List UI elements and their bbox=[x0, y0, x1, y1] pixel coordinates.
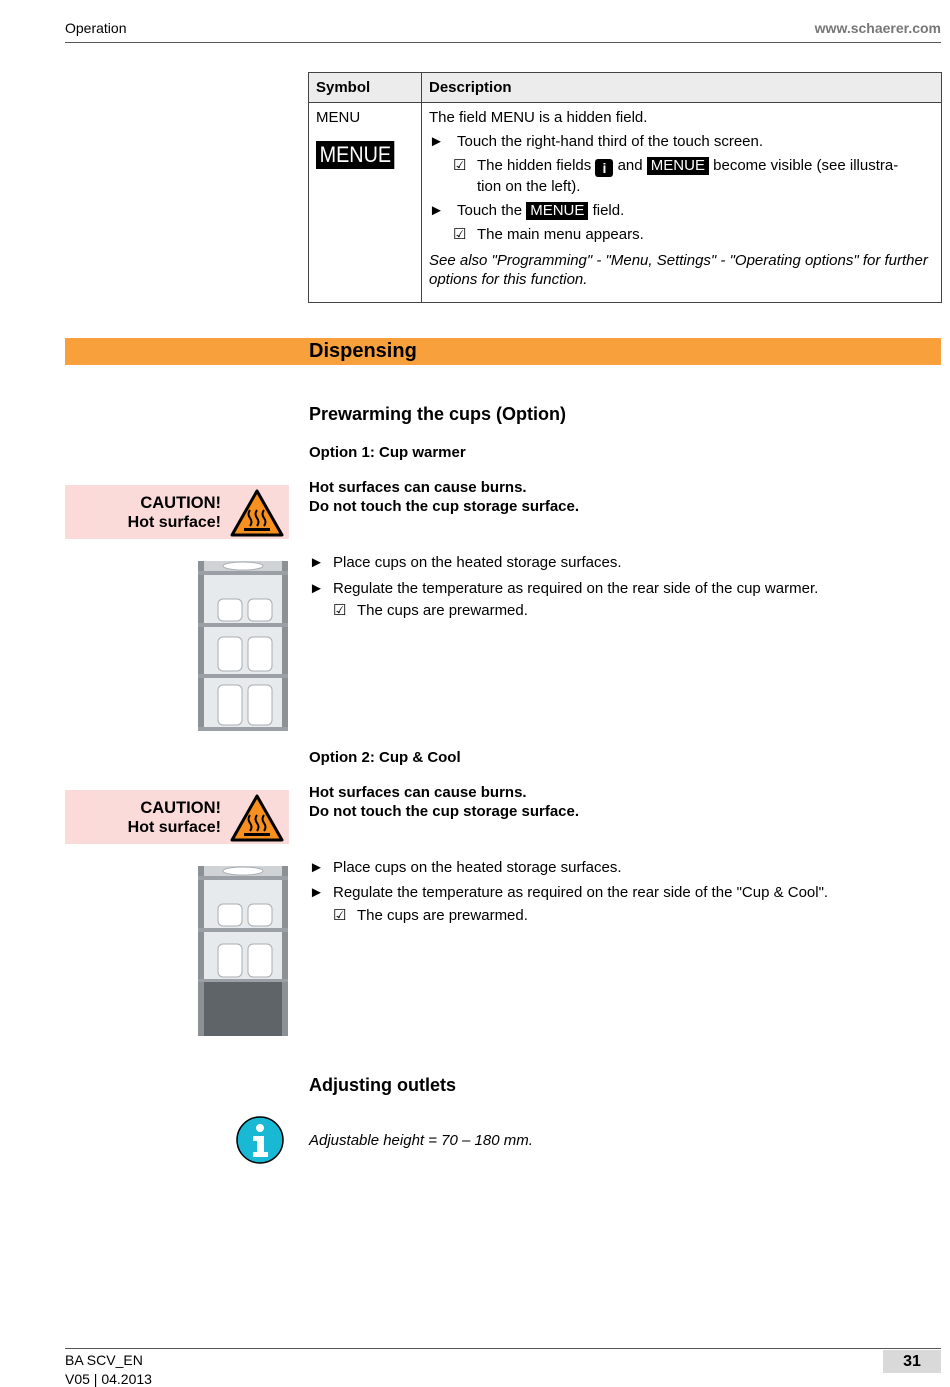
info-field-icon: i bbox=[595, 159, 613, 177]
desc-check1-post2: tion on the left). bbox=[477, 178, 581, 195]
caution-text bbox=[128, 798, 221, 838]
desc-check1 bbox=[429, 156, 934, 196]
section-bar bbox=[65, 338, 941, 365]
caution-text bbox=[128, 493, 221, 533]
option2-step1 bbox=[309, 858, 622, 877]
header-website: www.schaerer.com bbox=[814, 20, 941, 36]
option1-warning-line1: Hot surfaces can cause burns. bbox=[309, 479, 527, 496]
menue-symbol-icon: MENUE bbox=[316, 141, 395, 169]
option2-warning-line2: Do not touch the cup storage surface. bbox=[309, 803, 580, 820]
symbol-cell bbox=[309, 103, 422, 303]
option1-result-text: The cups are prewarmed. bbox=[357, 602, 528, 619]
see-also-line2: options for this function. bbox=[429, 271, 588, 288]
desc-check1-pre: The hidden fields bbox=[477, 157, 592, 174]
description-cell bbox=[422, 103, 942, 303]
table-header-row bbox=[309, 73, 942, 103]
desc-check1-post: become visible (see illustra- bbox=[713, 157, 899, 174]
table-row bbox=[309, 103, 942, 303]
option1-warning-line2: Do not touch the cup storage surface. bbox=[309, 498, 580, 515]
symbol-name: MENU bbox=[316, 109, 361, 126]
arrow-icon: ► bbox=[309, 580, 324, 597]
option2-step2 bbox=[309, 883, 828, 902]
footer-divider bbox=[65, 1348, 941, 1349]
arrow-icon: ► bbox=[429, 202, 444, 219]
caution-subtitle: Hot surface! bbox=[127, 514, 221, 531]
desc-check1-and: and bbox=[617, 157, 643, 174]
desc-see-also bbox=[429, 251, 934, 289]
cup-and-cool-image bbox=[198, 866, 288, 1036]
menue-inline-icon: MENUE bbox=[526, 202, 588, 220]
option1-title: Option 1: Cup warmer bbox=[309, 444, 466, 461]
desc-bullet2 bbox=[429, 201, 934, 220]
option1-step2-text: Regulate the temperature as required on the rear side of the cup warmer. bbox=[333, 580, 819, 597]
arrow-icon: ► bbox=[309, 884, 324, 901]
option1-result bbox=[333, 601, 528, 620]
section-title: Dispensing bbox=[309, 340, 417, 362]
see-also-line1: See also "Programming" - "Menu, Settings" - "Operating options" for further bbox=[429, 252, 928, 269]
header-divider bbox=[65, 42, 941, 43]
cup-warmer-image bbox=[198, 561, 288, 731]
check-icon: ☑ bbox=[333, 907, 347, 924]
page-number: 31 bbox=[883, 1350, 941, 1373]
menue-inline-icon: MENUE bbox=[647, 157, 709, 175]
option1-warning bbox=[309, 478, 579, 516]
col-symbol-header: Symbol bbox=[309, 73, 422, 103]
option2-warning-line1: Hot surfaces can cause burns. bbox=[309, 784, 527, 801]
check-icon: ☑ bbox=[453, 157, 467, 174]
caution-box bbox=[65, 790, 289, 844]
hot-surface-warning-icon bbox=[229, 488, 285, 538]
option1-step1-text: Place cups on the heated storage surfaces. bbox=[333, 554, 622, 571]
desc-bullet2-post: field. bbox=[592, 202, 625, 219]
arrow-icon: ► bbox=[309, 554, 324, 571]
hot-surface-warning-icon bbox=[229, 793, 285, 843]
arrow-icon: ► bbox=[429, 133, 444, 150]
desc-check2-text: The main menu appears. bbox=[477, 226, 644, 243]
option2-step2-text: Regulate the temperature as required on the rear side of the "Cup & Cool". bbox=[333, 884, 829, 901]
caution-title: CAUTION! bbox=[140, 799, 221, 817]
check-icon: ☑ bbox=[333, 602, 347, 619]
caution-subtitle: Hot surface! bbox=[127, 819, 221, 836]
footer-doc: BA SCV_EN bbox=[65, 1352, 143, 1368]
option1-step1 bbox=[309, 553, 622, 572]
info-icon bbox=[235, 1115, 285, 1165]
check-icon: ☑ bbox=[453, 226, 467, 243]
option1-step2 bbox=[309, 579, 818, 598]
symbol-table bbox=[308, 72, 942, 303]
header-section: Operation bbox=[65, 20, 127, 36]
option2-result-text: The cups are prewarmed. bbox=[357, 907, 528, 924]
arrow-icon: ► bbox=[309, 859, 324, 876]
option2-title: Option 2: Cup & Cool bbox=[309, 749, 461, 766]
desc-line1: The field MENU is a hidden field. bbox=[429, 109, 648, 126]
prewarm-title: Prewarming the cups (Option) bbox=[309, 404, 567, 424]
caution-title: CAUTION! bbox=[140, 494, 221, 512]
desc-bullet1 bbox=[429, 132, 934, 151]
footer-version: V05 | 04.2013 bbox=[65, 1371, 152, 1387]
option2-result bbox=[333, 906, 528, 925]
outlets-note: Adjustable height = 70 – 180 mm. bbox=[309, 1132, 533, 1149]
desc-check2 bbox=[429, 225, 934, 244]
option2-warning bbox=[309, 783, 579, 821]
outlets-title: Adjusting outlets bbox=[309, 1075, 456, 1095]
col-description-header: Description bbox=[422, 73, 942, 103]
desc-bullet2-pre: Touch the bbox=[457, 202, 523, 219]
desc-bullet1-text: Touch the right-hand third of the touch screen. bbox=[457, 133, 764, 150]
option2-step1-text: Place cups on the heated storage surfaces. bbox=[333, 859, 622, 876]
caution-box bbox=[65, 485, 289, 539]
